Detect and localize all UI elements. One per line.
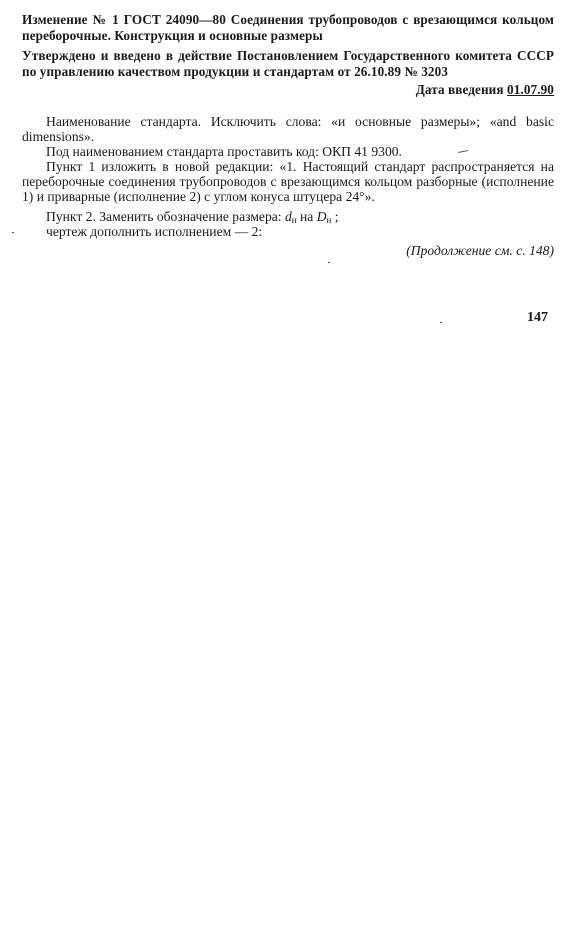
symbol-d: d bbox=[284, 209, 292, 224]
scan-speck bbox=[440, 322, 442, 323]
symbol-D-subscript: н bbox=[326, 215, 332, 225]
paragraph-item-2-suffix: ; bbox=[331, 209, 339, 224]
paragraph-item-2-prefix: Пункт 2. Заменить обозначение размера: bbox=[46, 209, 285, 224]
paragraph-okp-code bbox=[22, 144, 554, 159]
scan-speck bbox=[12, 232, 14, 233]
symbol-D: D bbox=[316, 209, 327, 224]
effective-date bbox=[22, 82, 554, 98]
continuation-note bbox=[22, 243, 554, 258]
paragraph-okp-code-text: Под наименованием стандарта проставить код: ОКП 41 9300. bbox=[46, 144, 402, 159]
paragraph-item-2-mid: на bbox=[296, 209, 317, 224]
effective-date-label: Дата введения bbox=[415, 82, 508, 97]
amendment-title bbox=[22, 12, 554, 43]
approval-text: Утверждено и введено в действие Постановлением Государственного комитета СССР по управлению качеством продукции и стандартам от 26.10.89 № 3203 bbox=[22, 48, 554, 79]
paragraph-item-1 bbox=[22, 159, 554, 204]
scan-speck bbox=[328, 262, 330, 263]
continuation-note-text: (Продолжение см. с. 148) bbox=[406, 243, 554, 258]
effective-date-value: 01.07.90 bbox=[507, 82, 554, 97]
amendment-title-text: Изменение № 1 ГОСТ 24090—80 Соединения трубопроводов с врезающимся кольцом переборочные. Конструкция и основные размеры bbox=[22, 12, 554, 43]
paragraph-title-change bbox=[22, 114, 554, 144]
paragraph-drawing-note bbox=[22, 224, 554, 239]
approval-statement bbox=[22, 48, 554, 79]
paragraph-item-1-text: Пункт 1 изложить в новой редакции: «1. Настоящий стандарт распространяется на переборочные соединения трубопроводов с врезающимся кольцом разборные (исполнение 1) и приварные (исполнение 2) с углом конуса штуцера 24°». bbox=[22, 159, 554, 204]
page-number: 147 bbox=[527, 310, 548, 325]
symbol-d-subscript: н bbox=[291, 215, 297, 225]
paragraph-title-change-text: Наименование стандарта. Исключить слова: «и основные размеры»; «and basic dimensions». bbox=[22, 114, 554, 144]
paragraph-drawing-note-text: чертеж дополнить исполнением — 2: bbox=[46, 224, 263, 239]
